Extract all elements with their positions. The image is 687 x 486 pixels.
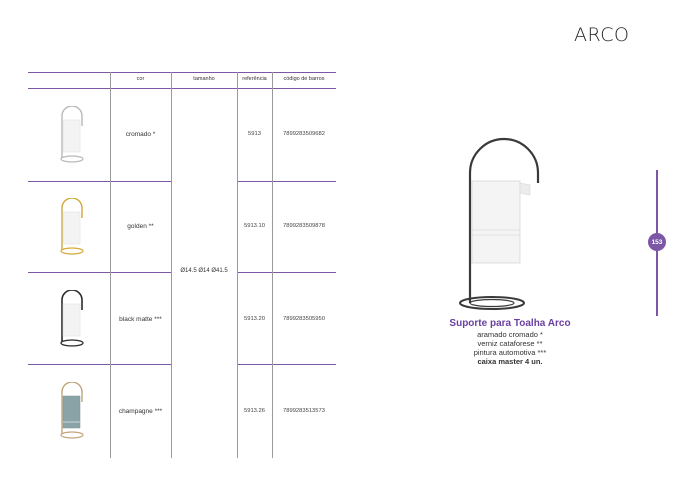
product-main-image — [456, 135, 546, 320]
product-table — [28, 72, 336, 458]
page-number-badge: 153 — [648, 233, 666, 251]
color-name-4: champagne *** — [118, 408, 163, 415]
table-top-rule — [28, 72, 336, 73]
col-divider-2 — [171, 72, 172, 458]
header-referencia: referência — [242, 76, 267, 82]
desc-line-1: aramado cromado * — [477, 330, 543, 339]
size-cell: Ø14.5 Ø14 Ø41.5 — [180, 268, 228, 274]
desc-line-3: pintura automotiva *** — [473, 348, 547, 357]
product-thumb-champagne — [58, 382, 86, 445]
table-header-rule — [28, 88, 336, 89]
product-thumb-chrome — [58, 106, 86, 169]
row-divider-2-left — [28, 272, 171, 273]
row-divider-3-right — [237, 364, 336, 365]
barcode-1: 7899283509682 — [283, 131, 325, 137]
ref-1: 5913 — [248, 131, 261, 137]
col-divider-4 — [272, 72, 273, 458]
header-tamanho: tamanho — [193, 76, 215, 82]
header-cor: cor — [136, 76, 145, 82]
product-description — [400, 318, 620, 366]
col-divider-3 — [237, 72, 238, 458]
row-divider-1-right — [237, 181, 336, 182]
barcode-3: 7899283505950 — [283, 316, 325, 322]
ref-3: 5913.20 — [244, 316, 265, 322]
product-thumb-golden — [58, 198, 86, 261]
ref-4: 5913.26 — [244, 408, 265, 414]
ref-2: 5913.10 — [244, 223, 265, 229]
desc-line-2: verniz cataforese ** — [477, 339, 543, 348]
row-divider-1-left — [28, 181, 171, 182]
product-thumb-black — [58, 290, 86, 353]
product-title: Suporte para Toalha Arco — [449, 318, 571, 329]
color-name-3: black matte *** — [119, 316, 162, 323]
brand-title: ARCO — [574, 24, 630, 46]
barcode-2: 7899283509878 — [283, 223, 325, 229]
color-name-1: cromado * — [125, 131, 156, 138]
row-divider-2-right — [237, 272, 336, 273]
row-divider-3-left — [28, 364, 171, 365]
color-name-2: golden ** — [127, 223, 154, 230]
col-divider-1 — [110, 72, 111, 458]
desc-line-box: caixa master 4 un. — [477, 357, 543, 366]
barcode-4: 7899283513573 — [283, 408, 325, 414]
header-codigo: código de barros — [283, 76, 325, 82]
